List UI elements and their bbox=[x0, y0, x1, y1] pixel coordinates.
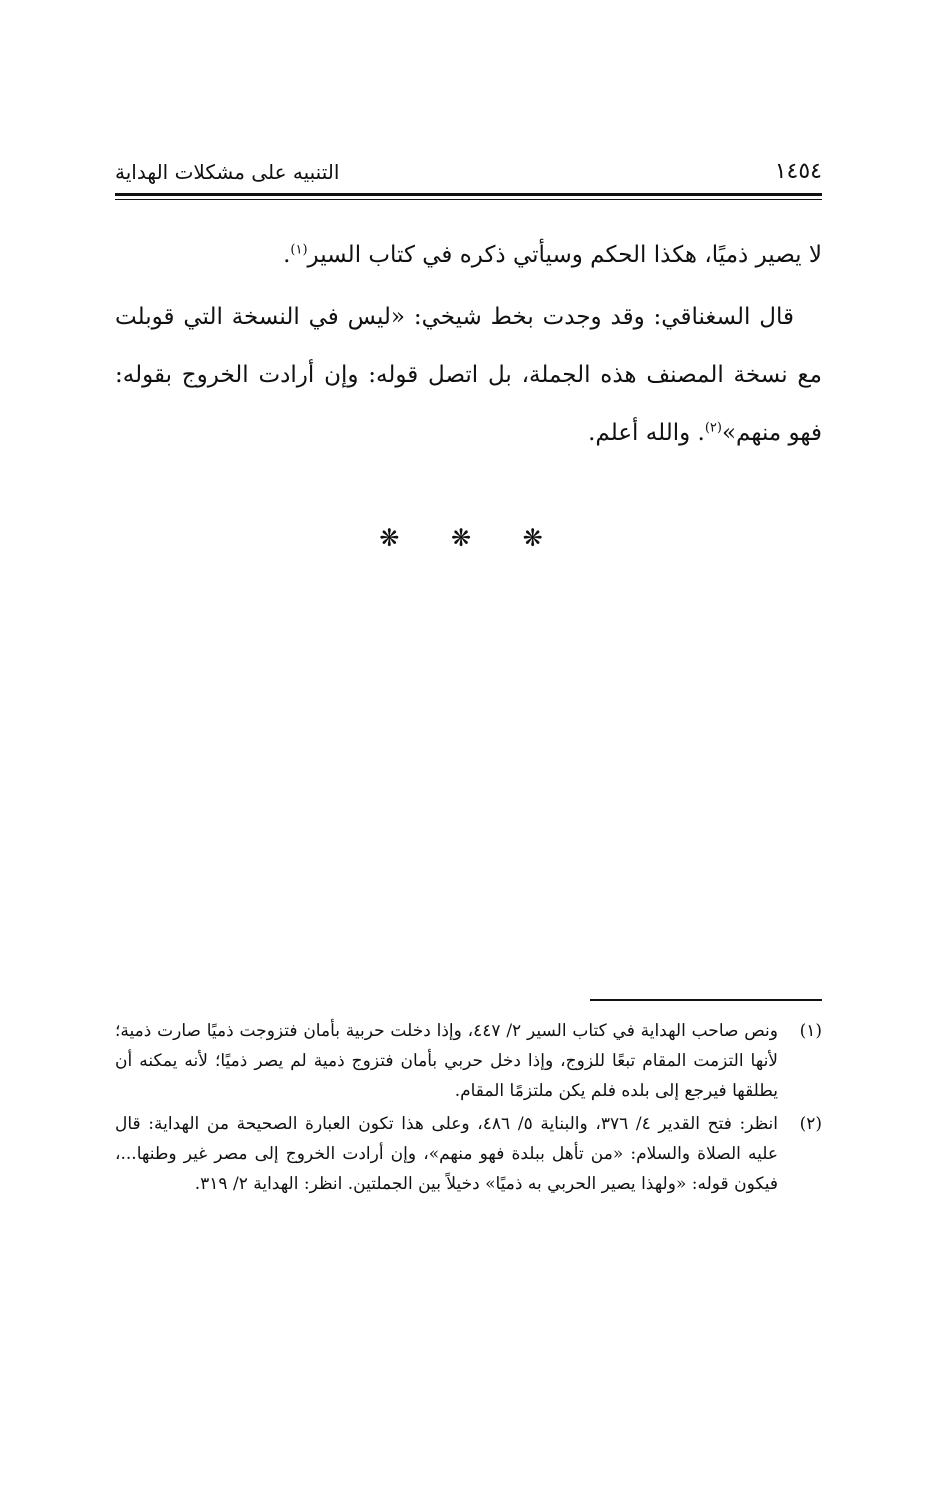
footnote-2 bbox=[115, 1109, 822, 1199]
footnote-text: ونص صاحب الهداية في كتاب السير ٢/ ٤٤٧، وإذا دخلت حربية بأمان فتزوجت ذميًا صارت ذمية؛ لأنها التزمت المقام تبعًا للزوج، وإذا دخل حربي بأمان فتزوج ذمية لم يصر ذميًا؛ لأنه يمكنه أن يطلقها فيرجع إلى بلده فلم يكن ملتزمًا المقام. bbox=[115, 1021, 778, 1101]
footnotes bbox=[115, 1016, 822, 1202]
footnote-ref-1: (١) bbox=[290, 242, 308, 258]
running-header bbox=[115, 155, 822, 191]
paragraph-2-end: . والله أعلم. bbox=[588, 420, 705, 446]
main-text bbox=[115, 226, 822, 462]
footnote-marker: (١) bbox=[799, 1021, 822, 1041]
paragraph-2 bbox=[115, 288, 822, 462]
footnote-marker: (٢) bbox=[799, 1114, 822, 1134]
page-number: ١٤٥٤ bbox=[774, 159, 822, 184]
paragraph-1 bbox=[115, 226, 822, 284]
footnote-separator bbox=[590, 999, 822, 1001]
paragraph-1-text: لا يصير ذميًا، هكذا الحكم وسيأتي ذكره في كتاب السير bbox=[307, 242, 822, 268]
footnote-ref-2: (٢) bbox=[704, 420, 722, 436]
paragraph-1-end: . bbox=[283, 242, 291, 268]
header-rule bbox=[115, 193, 822, 196]
section-ornament: ❋ ❋ ❋ bbox=[379, 524, 565, 552]
paragraph-2-text: قال السغناقي: وقد وجدت بخط شيخي: «ليس في النسخة التي قوبلت مع نسخة المصنف هذه الجملة، بل اتصل قوله: وإن أرادت الخروج بقوله: فهو منهم» bbox=[115, 304, 822, 446]
footnote-text: انظر: فتح القدير ٤/ ٣٧٦، والبناية ٥/ ٤٨٦، وعلى هذا تكون العبارة الصحيحة من الهداية: قال عليه الصلاة والسلام: «من تأهل ببلدة فهو منهم»، وإن أرادت الخروج إلى مصر غير وطنها...، فيكون قوله: «ولهذا يصير الحربي به ذميًا» دخيلاً بين الجملتين. انظر: الهداية ٢/ ٣١٩. bbox=[115, 1114, 778, 1194]
running-title: التنبيه على مشكلات الهداية bbox=[115, 160, 340, 184]
header-rule-thin bbox=[115, 199, 822, 200]
footnote-1 bbox=[115, 1016, 822, 1106]
